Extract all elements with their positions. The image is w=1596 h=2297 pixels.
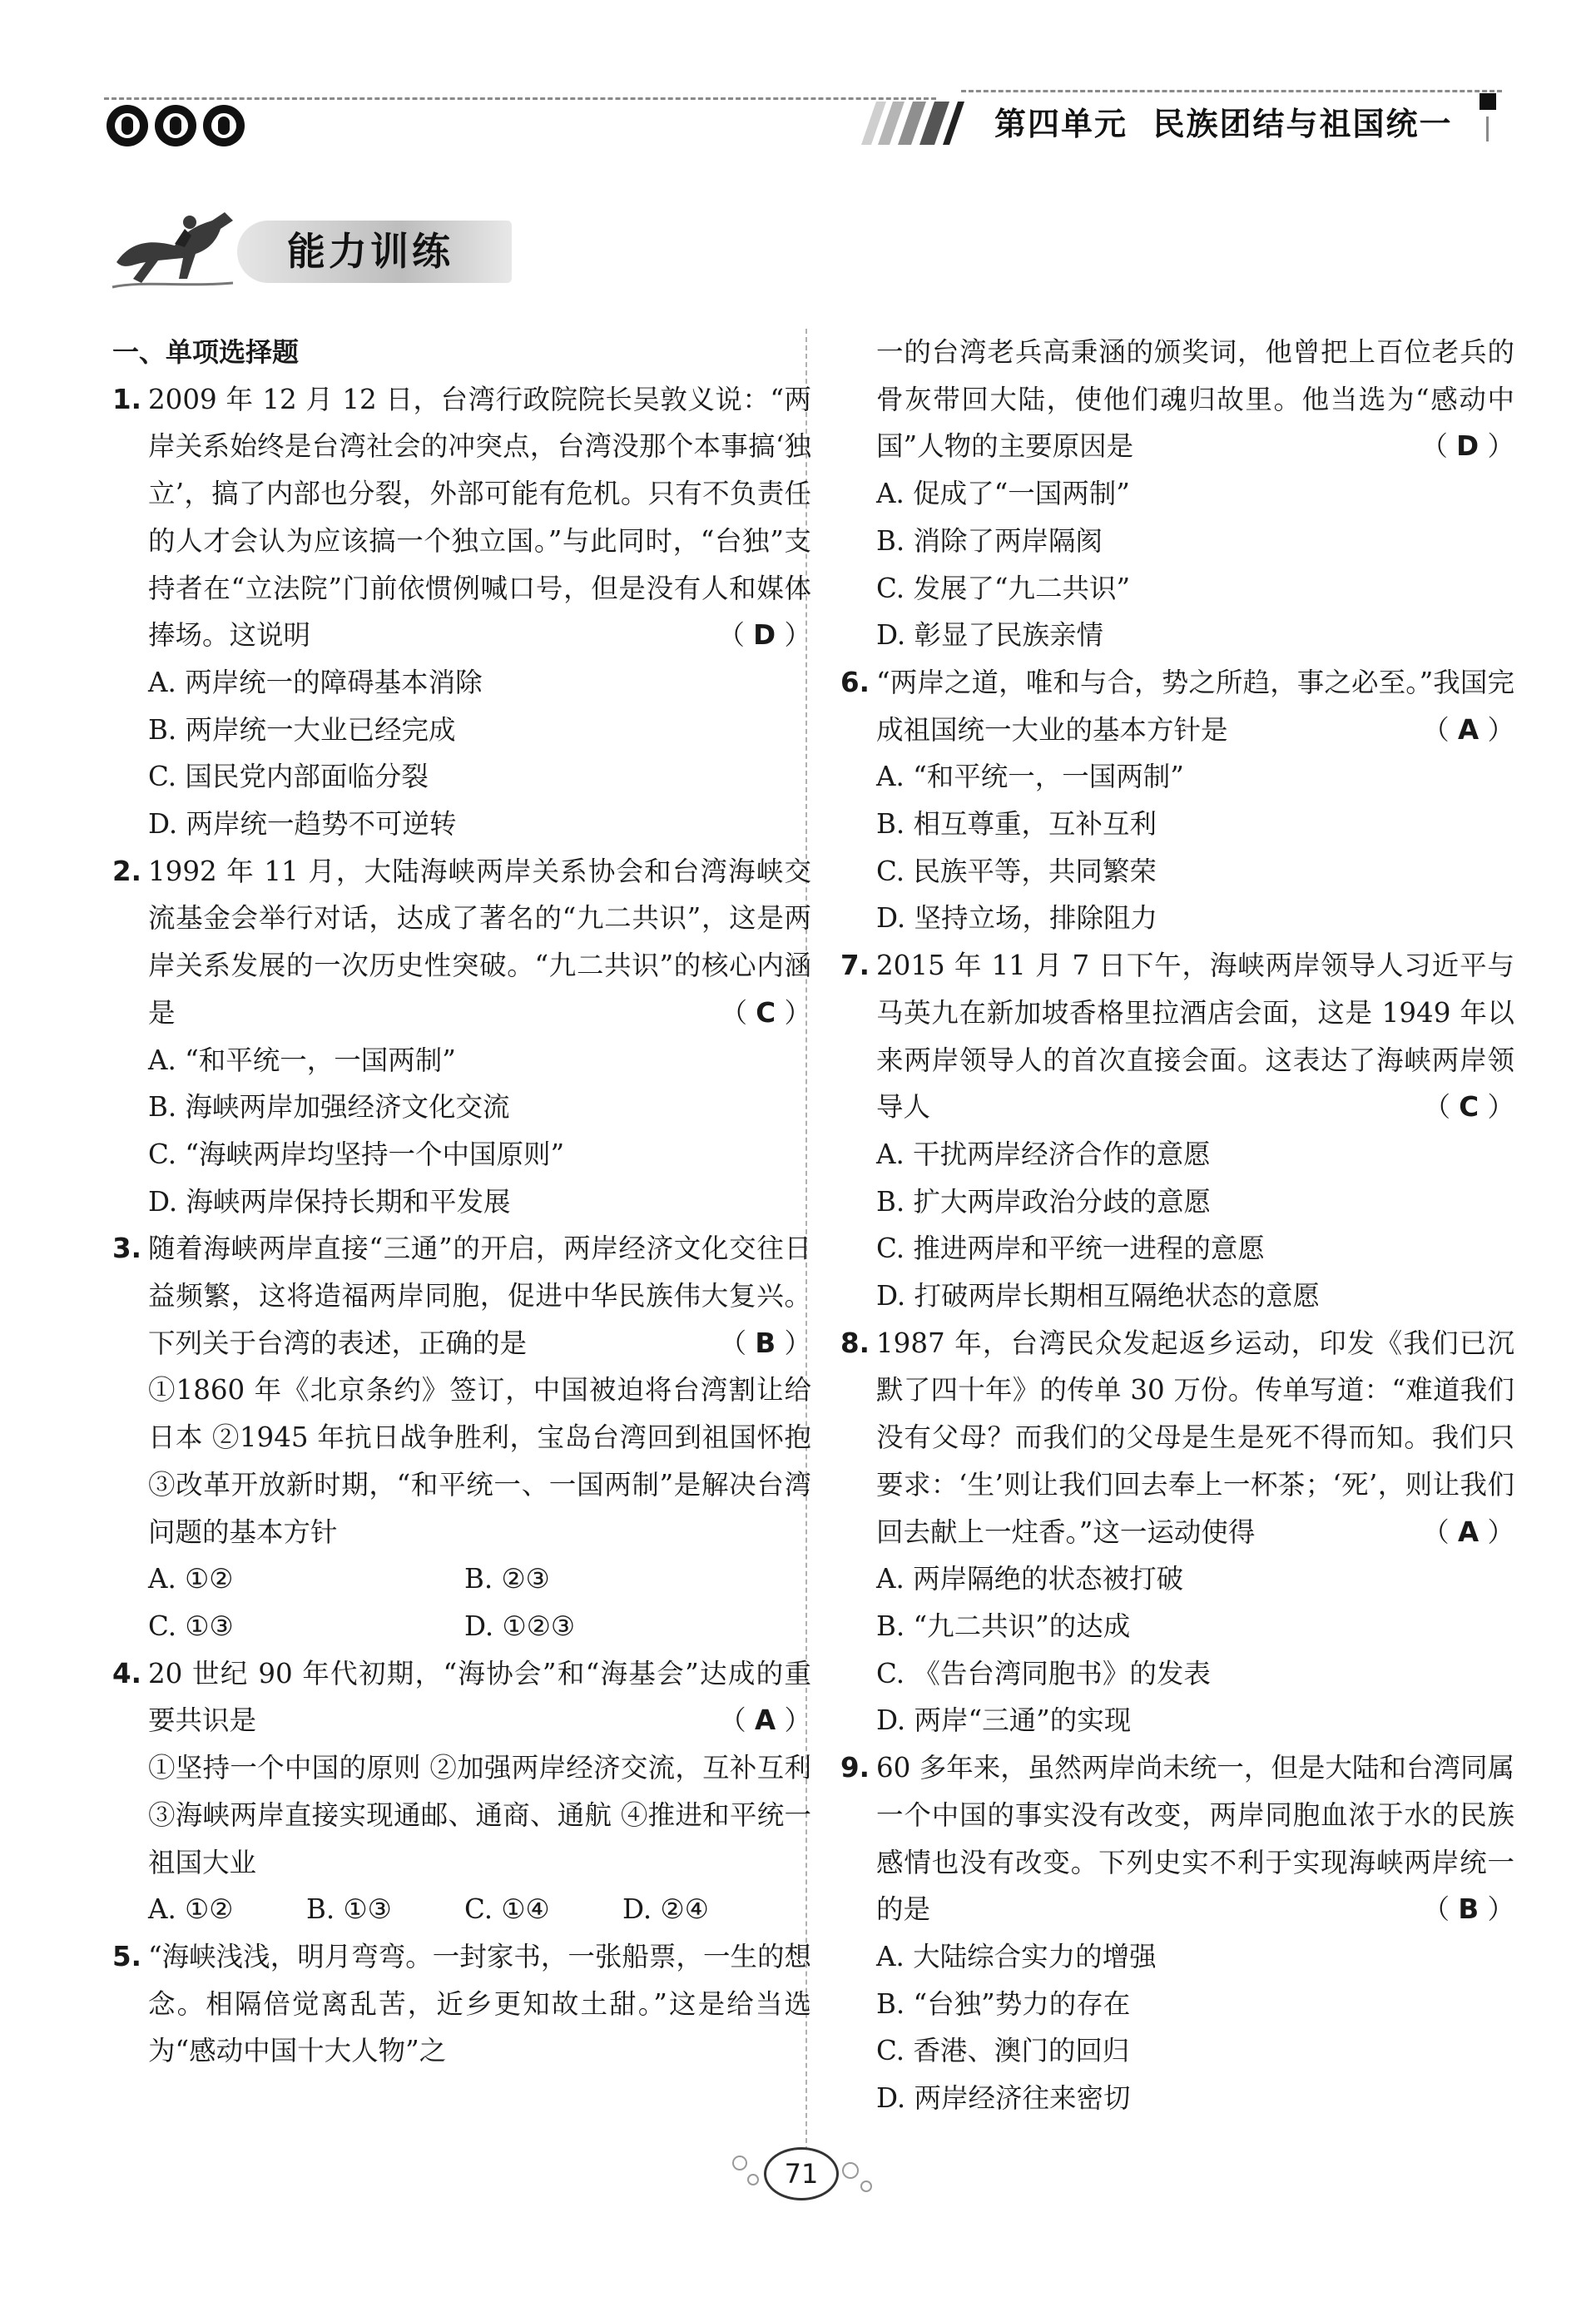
option: A. 两岸隔绝的状态被打破	[876, 1563, 1184, 1595]
question-text: 随着海峡两岸直接“三通”的开启，两岸经济文化交往日益频繁，这将造福两岸同胞，促进中华民族伟大复兴。下列关于台湾的表述，正确的是	[148, 1233, 811, 1359]
option: C. 香港、澳门的回归	[876, 2035, 1130, 2067]
option: A. 干扰两岸经济合作的意愿	[876, 1138, 1211, 1170]
header-stripes-icon	[861, 102, 969, 145]
option: C. ①③	[148, 1610, 234, 1642]
question-9	[840, 1744, 1514, 1933]
question-1	[112, 376, 811, 659]
option: A. 促成了“一国两制”	[876, 478, 1130, 510]
question-text: 20 世纪 90 年代初期，“海协会”和“海基会”达成的重要共识是	[148, 1657, 811, 1737]
option: C. “海峡两岸均坚持一个中国原则”	[148, 1138, 565, 1170]
answer-letter: A	[755, 1704, 776, 1737]
option: B. 相互尊重，互补互利	[876, 808, 1157, 841]
answer-bracket: （ A ）	[719, 1704, 811, 1737]
bubble-decoration	[747, 2174, 759, 2185]
question-text: 1987 年，台湾民众发起返乡运动，印发《我们已沉默了四十年》的传单 30 万份。传单写道：“难道我们没有父母？而我们的父母是生是死不得而知。我们只要求：‘生’则让我们回去奉上一杯茶；‘死’，则让我们回去献上一炷香。”这一运动使得	[876, 1327, 1514, 1548]
question-number: 2.	[112, 855, 141, 887]
left-column	[112, 329, 811, 2075]
hand-icon	[107, 105, 148, 146]
question-number: 3.	[112, 1233, 141, 1265]
answer-letter: D	[1456, 430, 1480, 463]
answer-bracket: （ D ）	[717, 619, 811, 652]
question-text: “两岸之道，唯和与合，势之所趋，事之必至。”我国完成祖国统一大业的基本方针是	[876, 666, 1514, 746]
option: D. ②④	[622, 1893, 709, 1926]
unit-title: 第四单元 民族团结与祖国统一	[994, 106, 1453, 142]
option: A. 两岸统一的障碍基本消除	[148, 666, 483, 698]
question-number: 5.	[112, 1940, 141, 1972]
answer-letter: A	[1458, 713, 1480, 746]
question-number: 1.	[112, 383, 141, 415]
option: D. ①②③	[464, 1610, 575, 1642]
option: B. 海峡两岸加强经济文化交流	[148, 1091, 510, 1124]
bubble-decoration	[842, 2162, 859, 2179]
question-text: “海峡浅浅，明月弯弯。一封家书，一张船票，一生的想念。相隔倍觉离乱苦，近乡更知故土甜。”这是给当选为“感动中国十大人物”之	[148, 1940, 811, 2067]
hand-icon	[155, 105, 196, 146]
question-number: 8.	[840, 1327, 870, 1359]
answer-bracket: （ C ）	[1423, 1091, 1514, 1124]
options-row	[112, 1886, 811, 1933]
section-title: 一、单项选择题	[112, 336, 300, 368]
options-row	[112, 1555, 811, 1603]
option: B. ②③	[464, 1563, 550, 1595]
horse-rider-icon	[108, 204, 241, 295]
answer-bracket: （ B ）	[1422, 1893, 1514, 1926]
question-5-continued	[840, 329, 1514, 470]
answer-letter: A	[1458, 1516, 1480, 1548]
option: C. 推进两岸和平统一进程的意愿	[876, 1233, 1265, 1265]
page-number: 71	[764, 2147, 839, 2200]
option: A. “和平统一，一国两制”	[148, 1044, 456, 1076]
question-8	[840, 1320, 1514, 1556]
option: D. 坚持立场，排除阻力	[876, 902, 1158, 935]
option: D. 两岸经济往来密切	[876, 2082, 1131, 2115]
option: C. 发展了“九二共识”	[876, 572, 1131, 604]
answer-letter: B	[755, 1327, 776, 1359]
option: A. ①②	[148, 1893, 234, 1926]
option: B. ①③	[306, 1893, 392, 1926]
option: C. ①④	[464, 1893, 550, 1926]
header-dashed-line	[104, 97, 936, 100]
statement-list: ①1860 年《北京条约》签订，中国被迫将台湾割让给日本 ②1945 年抗日战争胜利，宝岛台湾回到祖国怀抱 ③改革开放新时期，“和平统一、一国两制”是解决台湾问题的基本方针	[148, 1374, 811, 1548]
option: C. 《告台湾同胞书》的发表	[876, 1657, 1211, 1689]
header-square-icon	[1480, 93, 1496, 110]
header-tick	[1486, 117, 1489, 141]
option: A. ①②	[148, 1563, 234, 1595]
option: D. 彰显了民族亲情	[876, 619, 1104, 652]
question-6	[840, 659, 1514, 753]
answer-letter: B	[1458, 1893, 1480, 1926]
question-5	[112, 1933, 811, 2075]
question-text: 2009 年 12 月 12 日，台湾行政院院长吴敦义说：“两岸关系始终是台湾社会的冲突点，台湾没那个本事搞‘独立’，搞了内部也分裂，外部可能有危机。只有不负责任的人才会认为应该搞一个独立国。”与此同时，“台独”支持者在“立法院”门前依惯例喊口号，但是没有人和媒体捧场。这说明	[148, 383, 811, 652]
question-text: 1992 年 11 月，大陆海峡两岸关系协会和台湾海峡交流基金会举行对话，达成了著名的“九二共识”，这是两岸关系发展的一次历史性突破。“九二共识”的核心内涵是	[148, 855, 811, 1029]
question-text: 一的台湾老兵高秉涵的颁奖词，他曾把上百位老兵的骨灰带回大陆，使他们魂归故里。他当选为“感动中国”人物的主要原因是	[876, 336, 1514, 463]
option: C. 国民党内部面临分裂	[148, 761, 429, 793]
answer-bracket: （ A ）	[1422, 1516, 1514, 1548]
option: A. “和平统一，一国两制”	[876, 761, 1184, 793]
option: D. 两岸“三通”的实现	[876, 1704, 1132, 1737]
question-7	[840, 942, 1514, 1131]
answer-bracket: （ C ）	[720, 996, 811, 1029]
options-row	[112, 1603, 811, 1650]
question-text: 2015 年 11 月 7 日下午，海峡两岸领导人习近平与马英九在新加坡香格里拉酒店会面，这是 1949 年以来两岸领导人的首次直接会面。这表达了海峡两岸领导人	[876, 950, 1514, 1124]
page-header	[0, 0, 1596, 166]
answer-bracket: （ B ）	[719, 1327, 811, 1359]
option: B. 两岸统一大业已经完成	[148, 713, 456, 746]
hand-icon	[203, 105, 245, 146]
question-2	[112, 848, 811, 1037]
option: D. 两岸统一趋势不可逆转	[148, 808, 457, 841]
right-column	[840, 329, 1514, 2122]
bubble-decoration	[860, 2180, 872, 2192]
option: A. 大陆综合实力的增强	[876, 1940, 1157, 1972]
option: D. 海峡两岸保持长期和平发展	[148, 1185, 511, 1218]
bubble-decoration	[732, 2156, 747, 2170]
answer-letter: C	[756, 996, 776, 1029]
question-4	[112, 1650, 811, 1744]
option: B. 扩大两岸政治分歧的意愿	[876, 1185, 1212, 1218]
option: B. “九二共识”的达成	[876, 1610, 1131, 1642]
answer-letter: C	[1459, 1091, 1480, 1124]
option: D. 打破两岸长期相互隔绝状态的意愿	[876, 1280, 1321, 1312]
question-number: 9.	[840, 1752, 870, 1784]
statement-list: ①坚持一个中国的原则 ②加强两岸经济交流，互补互利 ③海峡两岸直接实现通邮、通商、通航 ④推进和平统一祖国大业	[148, 1752, 811, 1878]
answer-bracket: （ D ）	[1420, 430, 1514, 463]
option: B. “台独”势力的存在	[876, 1987, 1131, 2020]
option: B. 消除了两岸隔阂	[876, 524, 1103, 557]
question-text: 60 多年来，虽然两岸尚未统一，但是大陆和台湾同属一个中国的事实没有改变，两岸同胞血浓于水的民族感情也没有改变。下列史实不利于实现海峡两岸统一的是	[876, 1752, 1514, 1926]
answer-letter: D	[753, 619, 776, 652]
question-number: 6.	[840, 666, 870, 698]
question-number: 4.	[112, 1657, 141, 1689]
option: C. 民族平等，共同繁荣	[876, 855, 1157, 887]
answer-bracket: （ A ）	[1422, 713, 1514, 746]
question-number: 7.	[840, 950, 870, 982]
section-banner-title: 能力训练	[287, 229, 454, 274]
question-3	[112, 1225, 811, 1367]
